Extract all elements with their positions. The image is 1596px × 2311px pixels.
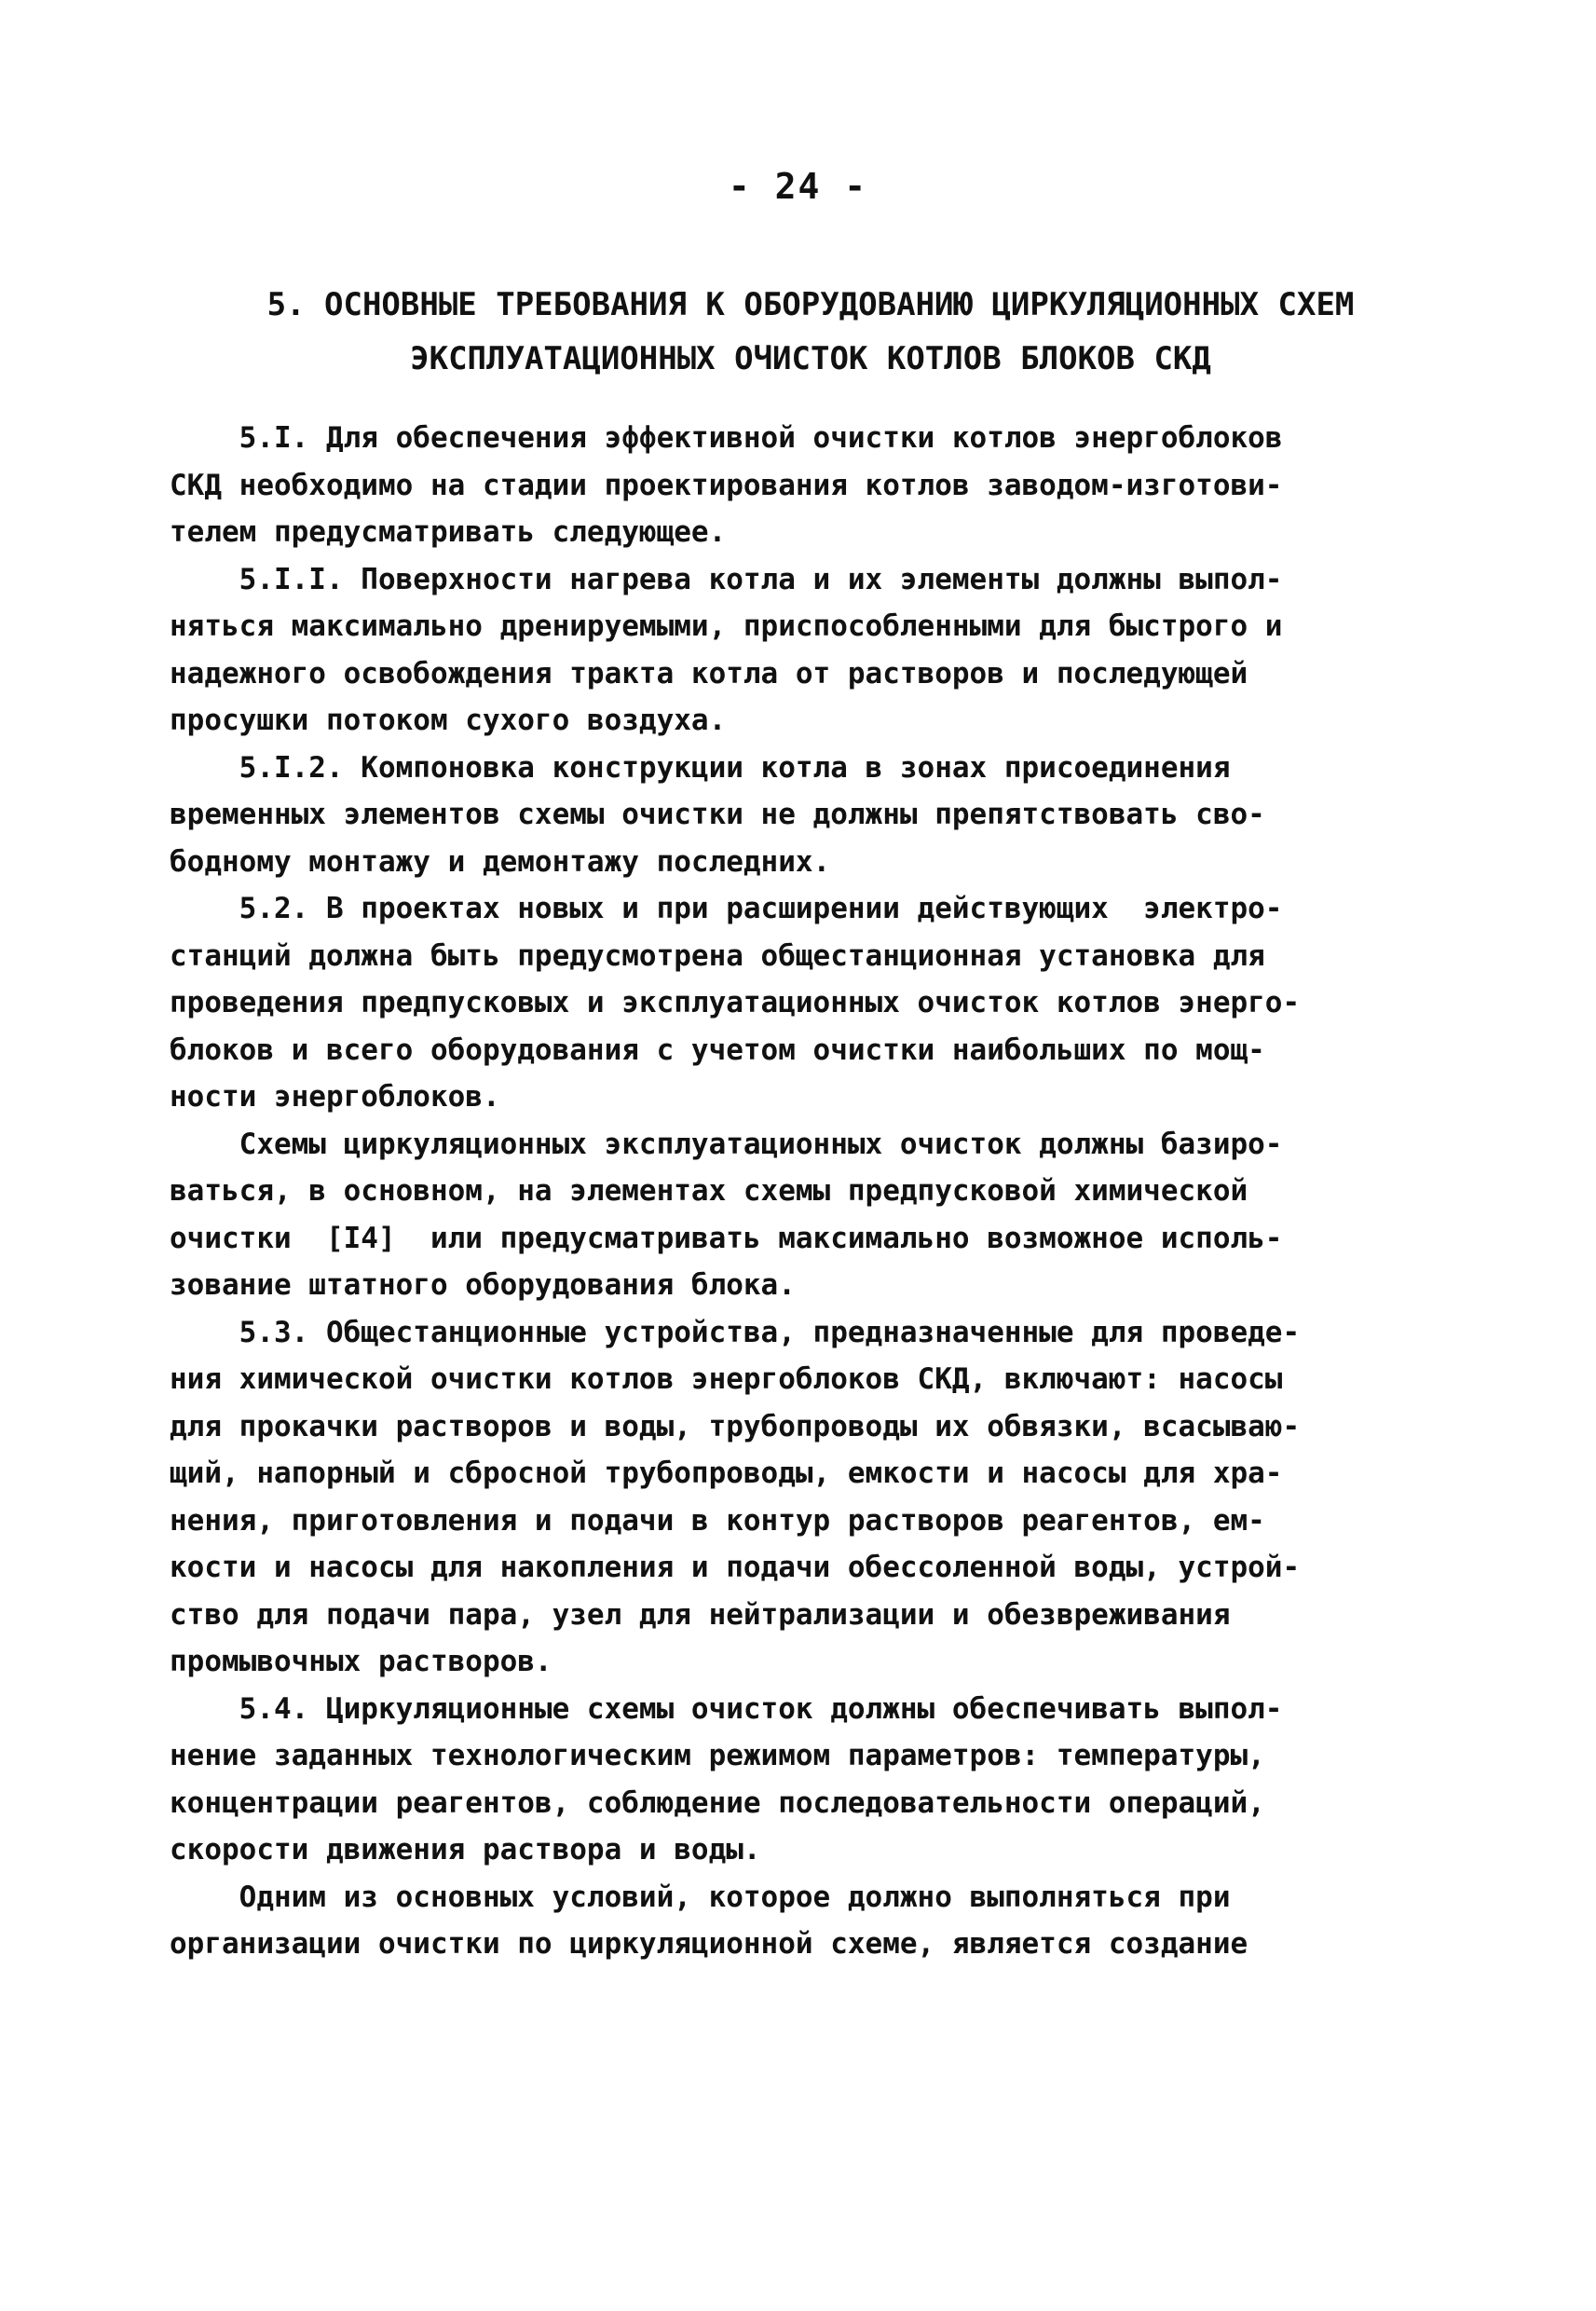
text-line: ния химической очистки котлов энергоблоков СКД, включают: насосы: [170, 1362, 1283, 1396]
text-line: для прокачки растворов и воды, трубопроводы их обвязки, всасываю-: [170, 1409, 1301, 1443]
text-line: временных элементов схемы очистки не должны препятствовать сво-: [170, 798, 1265, 831]
text-line: очистки [I4] или предусматривать максимально возможное исполь-: [170, 1221, 1283, 1255]
section-heading-line-2: ЭКСПЛУАТАЦИОННЫХ ОЧИСТОК КОТЛОВ БЛОКОВ СКД: [410, 340, 1211, 377]
text-line: ство для подачи пара, узел для нейтрализации и обезвреживания: [170, 1597, 1231, 1632]
text-line: няться максимально дренируемыми, приспособленными для быстрого и: [170, 609, 1283, 643]
text-line: концентрации реагентов, соблюдение последовательности операций,: [170, 1785, 1265, 1820]
text-line: щий, напорный и сбросной трубопроводы, емкости и насосы для хра-: [170, 1456, 1283, 1490]
text-line: скорости движения раствора и воды.: [170, 1833, 761, 1867]
text-line: блоков и всего оборудования с учетом очистки наибольших по мощ-: [170, 1032, 1265, 1067]
text-line: 5.I.2. Компоновка конструкции котла в зонах присоединения: [170, 750, 1231, 785]
text-line: надежного освобождения тракта котла от растворов и последующей: [170, 656, 1248, 691]
text-line: кости и насосы для накопления и подачи обессоленной воды, устрой-: [170, 1551, 1301, 1584]
text-line: Схемы циркуляционных эксплуатационных очисток должны базиро-: [170, 1127, 1283, 1161]
section-heading: [168, 278, 1453, 386]
text-line: нение заданных технологическим режимом параметров: температуры,: [170, 1739, 1265, 1772]
text-line: зование штатного оборудования блока.: [170, 1268, 796, 1302]
text-line: промывочных растворов.: [170, 1645, 552, 1678]
text-line: станций должна быть предусмотрена общестанционная установка для: [170, 938, 1265, 973]
text-line: организации очистки по циркуляционной схеме, является создание: [170, 1927, 1248, 1961]
text-line: просушки потоком сухого воздуха.: [170, 704, 727, 737]
text-line: СКД необходимо на стадии проектирования котлов заводом-изготови-: [170, 468, 1283, 502]
text-line: Одним из основных условий, которое должно выполняться при: [170, 1880, 1231, 1914]
text-line: телем предусматривать следующее.: [170, 515, 727, 549]
page-number: - 24 -: [728, 166, 868, 207]
text-line: 5.2. В проектах новых и при расширении действующих электро-: [170, 892, 1283, 925]
text-line: нения, приготовления и подачи в контур растворов реагентов, ем-: [170, 1503, 1265, 1538]
text-line: 5.4. Циркуляционные схемы очисток должны обеспечивать выпол-: [170, 1691, 1283, 1726]
text-line: 5.I. Для обеспечения эффективной очистки котлов энергоблоков: [170, 421, 1283, 455]
text-line: ности энергоблоков.: [170, 1080, 500, 1114]
text-line: проведения предпусковых и эксплуатационных очисток котлов энерго-: [170, 986, 1301, 1019]
text-line: 5.I.I. Поверхности нагрева котла и их элементы должны выпол-: [170, 562, 1283, 596]
section-heading-line-1: 5. ОСНОВНЫЕ ТРЕБОВАНИЯ К ОБОРУДОВАНИЮ ЦИРКУЛЯЦИОННЫХ СХЕМ: [266, 286, 1355, 323]
body-text: [170, 415, 1437, 1968]
text-line: 5.3. Общестанционные устройства, предназначенные для проведе-: [170, 1315, 1301, 1349]
text-line: ваться, в основном, на элементах схемы предпусковой химической: [170, 1174, 1248, 1208]
text-line: бодному монтажу и демонтажу последних.: [170, 844, 831, 879]
